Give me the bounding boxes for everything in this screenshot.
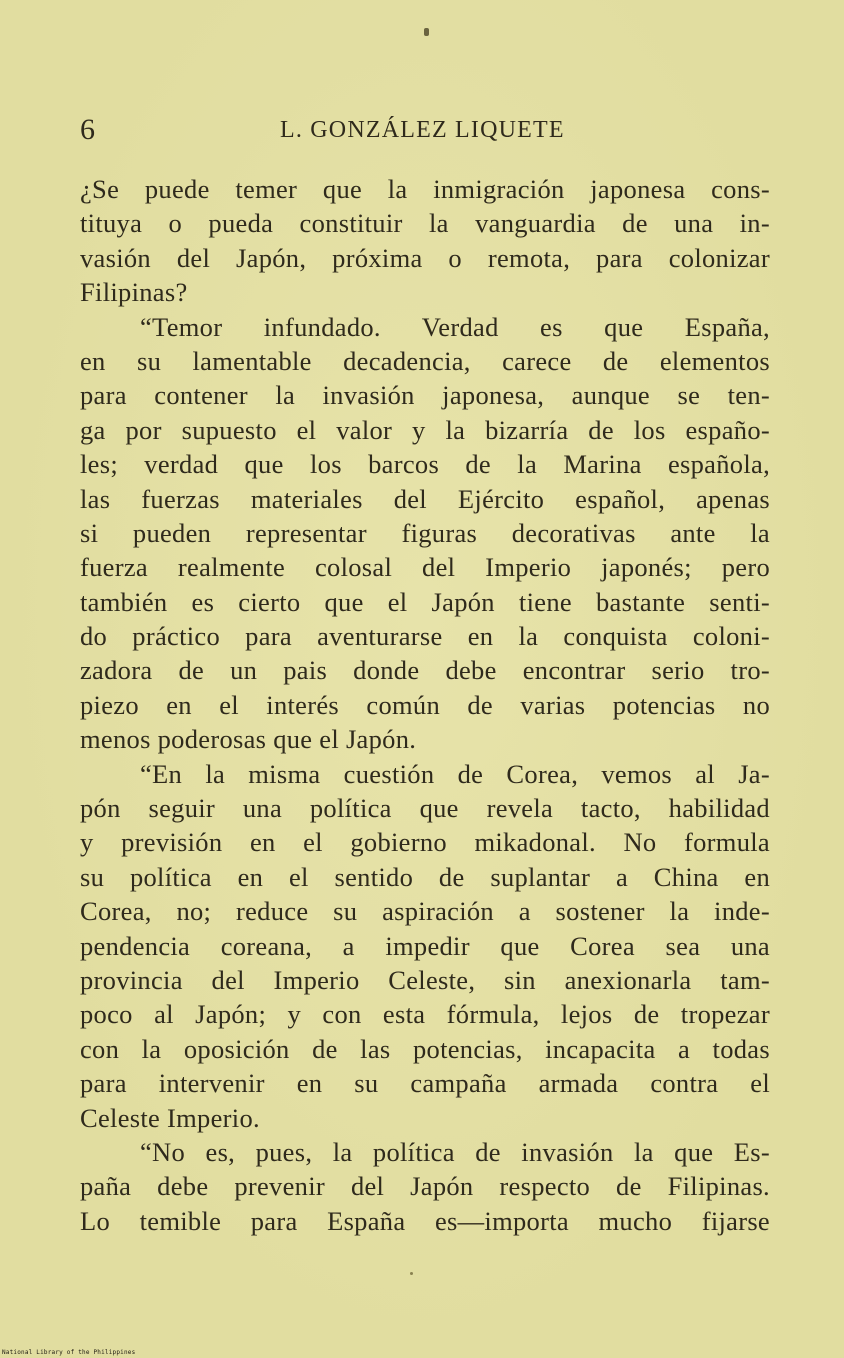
text-line: Corea, no; reduce su aspiración a sostener la inde- [80,896,770,927]
speck-mark [424,28,429,36]
speck-mark [410,1272,413,1275]
text-line: vasión del Japón, próxima o remota, para colonizar [80,242,770,273]
text-line: para contener la invasión japonesa, aunque se ten- [80,380,770,411]
text-line: si pueden representar figuras decorativas ante la [80,517,770,548]
text-line: Celeste Imperio. [80,1102,260,1133]
text-line: “No es, pues, la política de invasión la que Es- [140,1136,770,1167]
page-header [80,112,770,148]
text-line: Filipinas? [80,277,188,308]
text-line: zadora de un pais donde debe encontrar serio tro- [80,655,770,686]
text-line: ga por supuesto el valor y la bizarría de los españo- [80,414,770,445]
text-line: piezo en el interés común de varias potencias no [80,689,770,720]
text-line: ¿Se puede temer que la inmigración japonesa cons- [80,174,770,204]
text-line: su política en el sentido de suplantar a China en [80,861,770,892]
text-line: y previsión en el gobierno mikadonal. No formula [80,827,770,858]
text-line: menos poderosas que el Japón. [80,724,417,755]
running-head: L. GONZÁLEZ LIQUETE [280,117,565,143]
text-line: también es cierto que el Japón tiene bastante senti- [80,586,770,617]
text-line: paña debe prevenir del Japón respecto de Filipinas. [80,1171,770,1202]
text-line: provincia del Imperio Celeste, sin anexionarla tam- [80,964,770,995]
text-line: tituya o pueda constituir la vanguardia de una in- [80,208,770,239]
page-number: 6 [80,113,95,146]
text-line: en su lamentable decadencia, carece de elementos [80,345,770,376]
text-line: con la oposición de las potencias, incapacita a todas [80,1033,770,1064]
text-line: do práctico para aventurarse en la conquista coloni- [80,621,770,652]
text-line: “En la misma cuestión de Corea, vemos al Ja- [140,758,770,789]
text-line: “Temor infundado. Verdad es que España, [140,311,770,342]
text-line: pendencia coreana, a impedir que Corea sea una [80,930,770,961]
body-text [80,172,770,1238]
library-footer: National Library of the Philippines [2,1349,136,1356]
text-line: les; verdad que los barcos de la Marina española, [80,449,770,480]
text-line: fuerza realmente colosal del Imperio japonés; pero [80,552,770,583]
text-line: Lo temible para España es—importa mucho fijarse [80,1205,770,1236]
text-line: pón seguir una política que revela tacto, habilidad [80,793,770,824]
text-line: poco al Japón; y con esta fórmula, lejos de tropezar [80,999,770,1030]
text-line: las fuerzas materiales del Ejército español, apenas [80,483,770,514]
text-line: para intervenir en su campaña armada contra el [80,1068,770,1099]
